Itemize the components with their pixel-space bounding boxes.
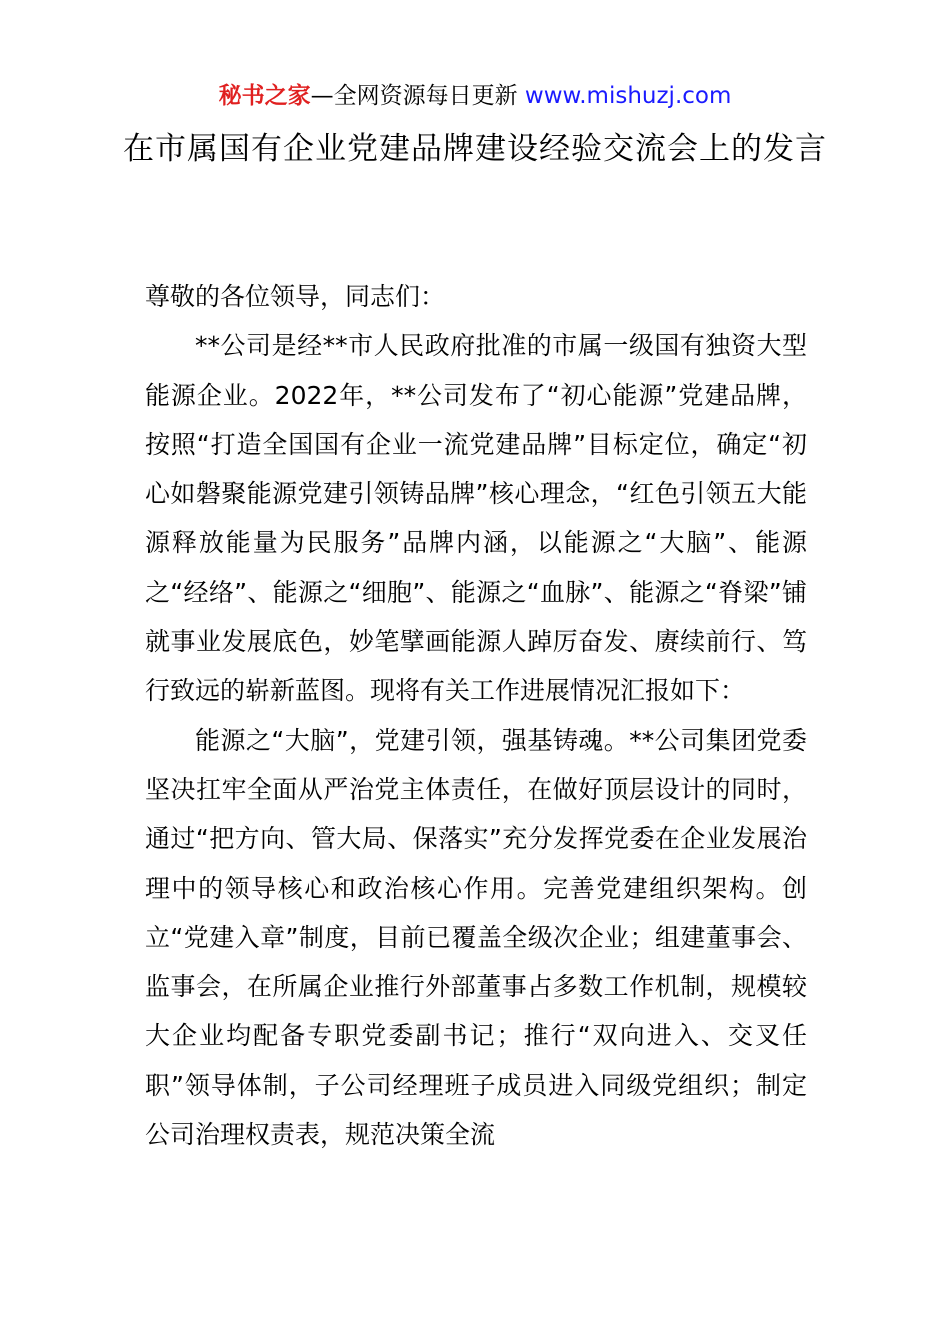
paragraph-brain: 能源之“大脑”，党建引领，强基铸魂。**公司集团党委坚决扛牢全面从严治党主体责任，在做好顶层设计的同时，通过“把方向、管大局、保落实”充分发挥党委在企业发展治理中的领导核心和政治核心作用。完善党建组织架构。创立“党建入章”制度，目前已覆盖全级次企业；组建董事会、监事会，在所属企业推行外部董事占多数工作机制，规模较大企业均配备专职党委副书记；推行“双向进入、交叉任职”领导体制，子公司经理班子成员进入同级党组织；制定公司治理权责表，规范决策全流 <box>145 725 807 1150</box>
salutation: 尊敬的各位领导，同志们： <box>145 282 446 311</box>
watermark-url[interactable]: www.mishuzj.com <box>524 83 732 109</box>
document-title: 在市属国有企业党建品牌建设经验交流会上的发言 <box>123 131 827 167</box>
site-watermark <box>0 80 950 112</box>
document-body <box>145 272 807 1159</box>
watermark-slogan: —全网资源每日更新 <box>310 83 525 109</box>
paragraph-intro: **公司是经**市人民政府批准的市属一级国有独资大型能源企业。2022年，**公司发布了“初心能源”党建品牌，按照“打造全国国有企业一流党建品牌”目标定位，确定“初心如磐聚能源党建引领铸品牌”核心理念，“红色引领五大能源释放能量为民服务”品牌内涵，以能源之“大脑”、能源之“经络”、能源之“细胞”、能源之“血脉”、能源之“脊梁”铺就事业发展底色，妙笔擘画能源人踔厉奋发、赓续前行、笃行致远的崭新蓝图。现将有关工作进展情况汇报如下： <box>145 331 807 706</box>
watermark-brand: 秘书之家 <box>218 83 311 109</box>
